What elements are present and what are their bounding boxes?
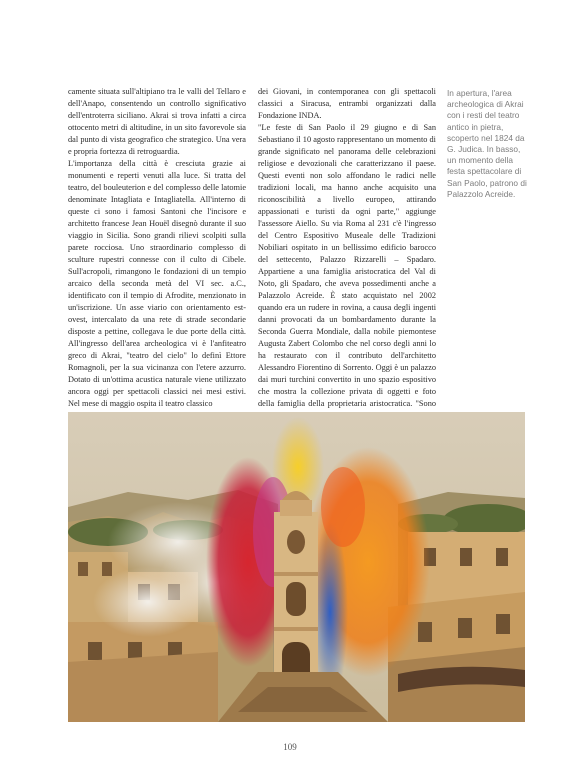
paragraph: "Le feste di San Paolo il 29 giugno e di San Sebastiano il 10 agosto rappresentano un momento di grande significato nel panorama delle celebrazioni religiose e devozionali che caratterizzano il paese. Questi eventi non solo affondano le radici nelle tradizioni locali, ma hanno anche acquisito una riconoscibilità a livello europeo, attirando appassionati e turisti da ogni parte," aggiunge l'assessore Aiello. Su via Roma al 231 c'è l'ingresso del Centro Espositivo Museale delle Tradizioni Nobiliari ospitato in un bellissimo edificio barocco del settecento, Palazzo Rizzarelli – Spadaro. Appartiene a una famiglia aristocratica del Val di Noto, gli Spadaro, che aveva possedimenti anche a Palazzolo Acreide. È stato acquistato nel 2002 quando era un rudere in rovina, a causa degli ingenti danni provocati da un bombardamento durante la Seconda Guerra Mondiale, dalla nobile piemontese Augusta Zabert Colombo che nel corso degli anni lo ha restaurato con il contributo dell'architetto Alessandro Fiorentino di Sorrento. Oggi è un palazzo dai muri turchini convertito in uno spazio espositivo che mostra la collezione privata di oggetti e foto della famiglia della proprietaria aristocratica. "Sono: [258, 123, 436, 408]
paragraph: L'importanza della città è cresciuta grazie ai monumenti e reperti venuti alla luce. Si tratta del teatro, del bouleuterion e del complesso delle latomie denominate Intagliata e Intagliatella. All'interno di queste ci sono i famosi Santoni che l'incisore e architetto francese Jean Houël disegnò durante il suo viaggio in Sicilia. Sono grandi rilievi scolpiti sulla parete rocciosa. Uno straordinario complesso di sculture rupestri connesse con il culto di Cibele. Sull'acropoli, rimangono le fondazioni di un tempio arcaico della seconda metà del VI sec. a.C., identificato con il tempio di Afrodite, menzionato in un'iscrizione. Un asse viario con orientamento est-ovest, intercalato da una rete di strade secondarie disposte a pettine, collegava le due porte della città. All'ingresso dell'area archeologica vi è l'anfiteatro greco di Akrai, "teatro del cielo" lo definì Ettore Romagnoli, per la sua vicinanza con l'etere azzurro. Dotato di un'ottima acustica naturale viene utilizzato ancora oggi per spettacoli classici nei mesi estivi. Nel mese di maggio ospita il teatro classico: [68, 159, 246, 408]
paragraph: camente situata sull'altipiano tra le valli del Tellaro e dell'Anapo, consentendo un controllo significativo dell'entroterra siciliano. Akrai si trova infatti a circa ottocento metri di altitudine, in un sito favorevole sia dal punto di vista geografico che strategico. Una vera e propria fortezza di retroguardia.: [68, 87, 246, 156]
festival-photo: [68, 412, 525, 722]
page-number: 109: [283, 742, 297, 752]
article-column-2: [258, 86, 436, 422]
paragraph: dei Giovani, in contemporanea con gli spettacoli classici a Siracusa, entrambi organizzati dalla Fondazione INDA.: [258, 87, 436, 120]
festival-photo-illustration: [68, 412, 525, 722]
photo-caption: In apertura, l'area archeologica di Akrai con i resti del teatro antico in pietra, scoperto nel 1824 da G. Judica. In basso, un momento della festa spettacolare di San Paolo, patrono di Palazzolo Acreide.: [447, 88, 527, 199]
article-column-1: [68, 86, 246, 410]
